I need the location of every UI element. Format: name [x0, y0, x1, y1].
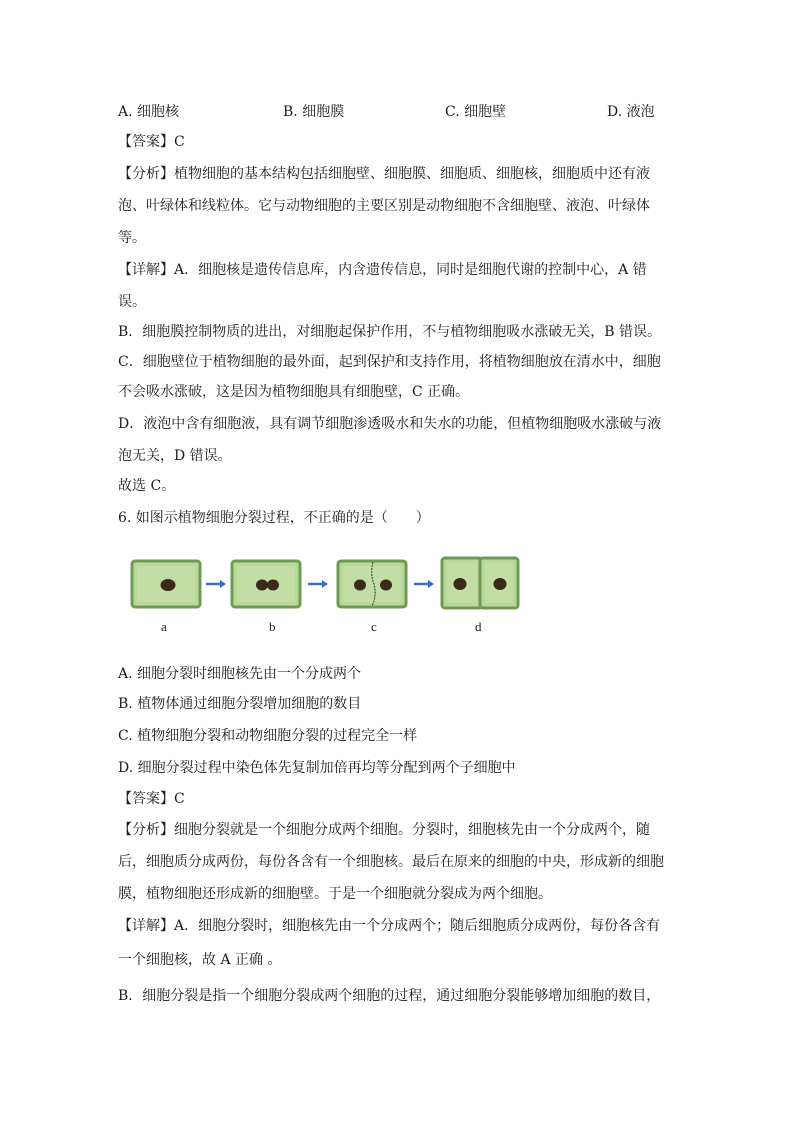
q6-option-d: D. 细胞分裂过程中染色体先复制加倍再均等分配到两个子细胞中	[118, 760, 516, 776]
option-letter: B.	[283, 104, 298, 120]
q5-detail-line: 不会吸水涨破，这是因为植物细胞具有细胞壁，C 正确。	[118, 384, 470, 400]
arrow-icon	[206, 580, 226, 588]
option-text: 细胞壁	[464, 104, 507, 120]
nucleus	[161, 579, 176, 591]
q5-detail-line: D．液泡中含有细胞液，具有调节细胞渗透吸水和失水的功能，但植物细胞吸水涨破与液	[118, 416, 662, 432]
q5-option-d	[607, 102, 655, 122]
option-letter: A.	[118, 104, 133, 120]
q6-option-b: B. 植物体通过细胞分裂增加细胞的数目	[118, 696, 362, 712]
figure-label-b: b	[269, 619, 276, 634]
q6-option-a: A. 细胞分裂时细胞核先由一个分成两个	[118, 666, 362, 682]
cell-b	[232, 561, 300, 607]
figure-label-a: a	[161, 619, 167, 634]
arrow-icon	[308, 580, 328, 588]
q5-option-a	[118, 102, 179, 122]
q5-detail-line: B．细胞膜控制物质的进出，对细胞起保护作用，不与植物细胞吸水涨破无关，B 错误。	[118, 324, 662, 340]
q6-detail-line: 【详解】A．细胞分裂时，细胞核先由一个分成两个；随后细胞质分成两份，每份各含有	[118, 918, 661, 934]
nucleus	[494, 578, 507, 590]
q5-conclusion: 故选 C。	[118, 478, 176, 494]
q6-stem: 6. 如图示植物细胞分裂过程，不正确的是（ ）	[118, 510, 430, 526]
nucleus	[267, 580, 279, 591]
option-letter: C.	[445, 104, 460, 120]
cell-d	[442, 558, 518, 608]
cell-a	[132, 561, 200, 607]
q5-answer: 【答案】C	[118, 134, 185, 150]
nucleus	[256, 580, 268, 591]
cell-division-diagram	[118, 552, 538, 622]
q5-option-c	[445, 102, 506, 122]
nucleus	[380, 580, 392, 591]
q5-detail-line: 泡无关，D 错误。	[118, 448, 232, 464]
q5-detail-line: 【详解】A．细胞核是遗传信息库，内含遗传信息，同时是细胞代谢的控制中心，A 错	[118, 262, 647, 278]
q5-analysis-line: 等。	[118, 230, 146, 246]
option-letter: D.	[607, 104, 623, 120]
q6-answer: 【答案】C	[118, 791, 185, 807]
q5-option-b	[283, 102, 344, 122]
cell-c	[338, 561, 406, 607]
q5-analysis-line: 泡、叶绿体和线粒体。它与动物细胞的主要区别是动物细胞不含细胞壁、液泡、叶绿体	[118, 198, 650, 214]
q6-detail-line: B．细胞分裂是指一个细胞分裂成两个细胞的过程，通过细胞分裂能够增加细胞的数目，	[118, 988, 661, 1004]
arrow-icon	[414, 580, 434, 588]
q5-detail-line: C．细胞壁位于植物细胞的最外面，起到保护和支持作用，将植物细胞放在清水中，细胞	[118, 354, 661, 370]
q6-analysis-line: 【分析】细胞分裂就是一个细胞分成两个细胞。分裂时，细胞核先由一个分成两个，随	[118, 822, 650, 838]
option-text: 液泡	[626, 104, 655, 120]
option-text: 细胞膜	[302, 104, 345, 120]
q6-analysis-line: 膜，植物细胞还形成新的细胞壁。于是一个细胞就分裂成为两个细胞。	[118, 886, 552, 902]
q5-analysis-line: 【分析】植物细胞的基本结构包括细胞壁、细胞膜、细胞质、细胞核，细胞质中还有液	[118, 166, 650, 182]
q6-analysis-line: 后，细胞质分成两份，每份各含有一个细胞核。最后在原来的细胞的中央，形成新的细胞	[118, 854, 664, 870]
option-text: 细胞核	[137, 104, 180, 120]
q6-option-c: C. 植物细胞分裂和动物细胞分裂的过程完全一样	[118, 728, 418, 744]
nucleus	[354, 580, 366, 591]
figure-label-d: d	[475, 619, 482, 634]
cell-division-figure	[118, 552, 538, 652]
q5-detail-line: 误。	[118, 294, 146, 310]
q6-detail-line: 一个细胞核，故 A 正确 。	[118, 952, 282, 968]
nucleus	[454, 578, 467, 590]
figure-label-c: c	[371, 619, 377, 634]
